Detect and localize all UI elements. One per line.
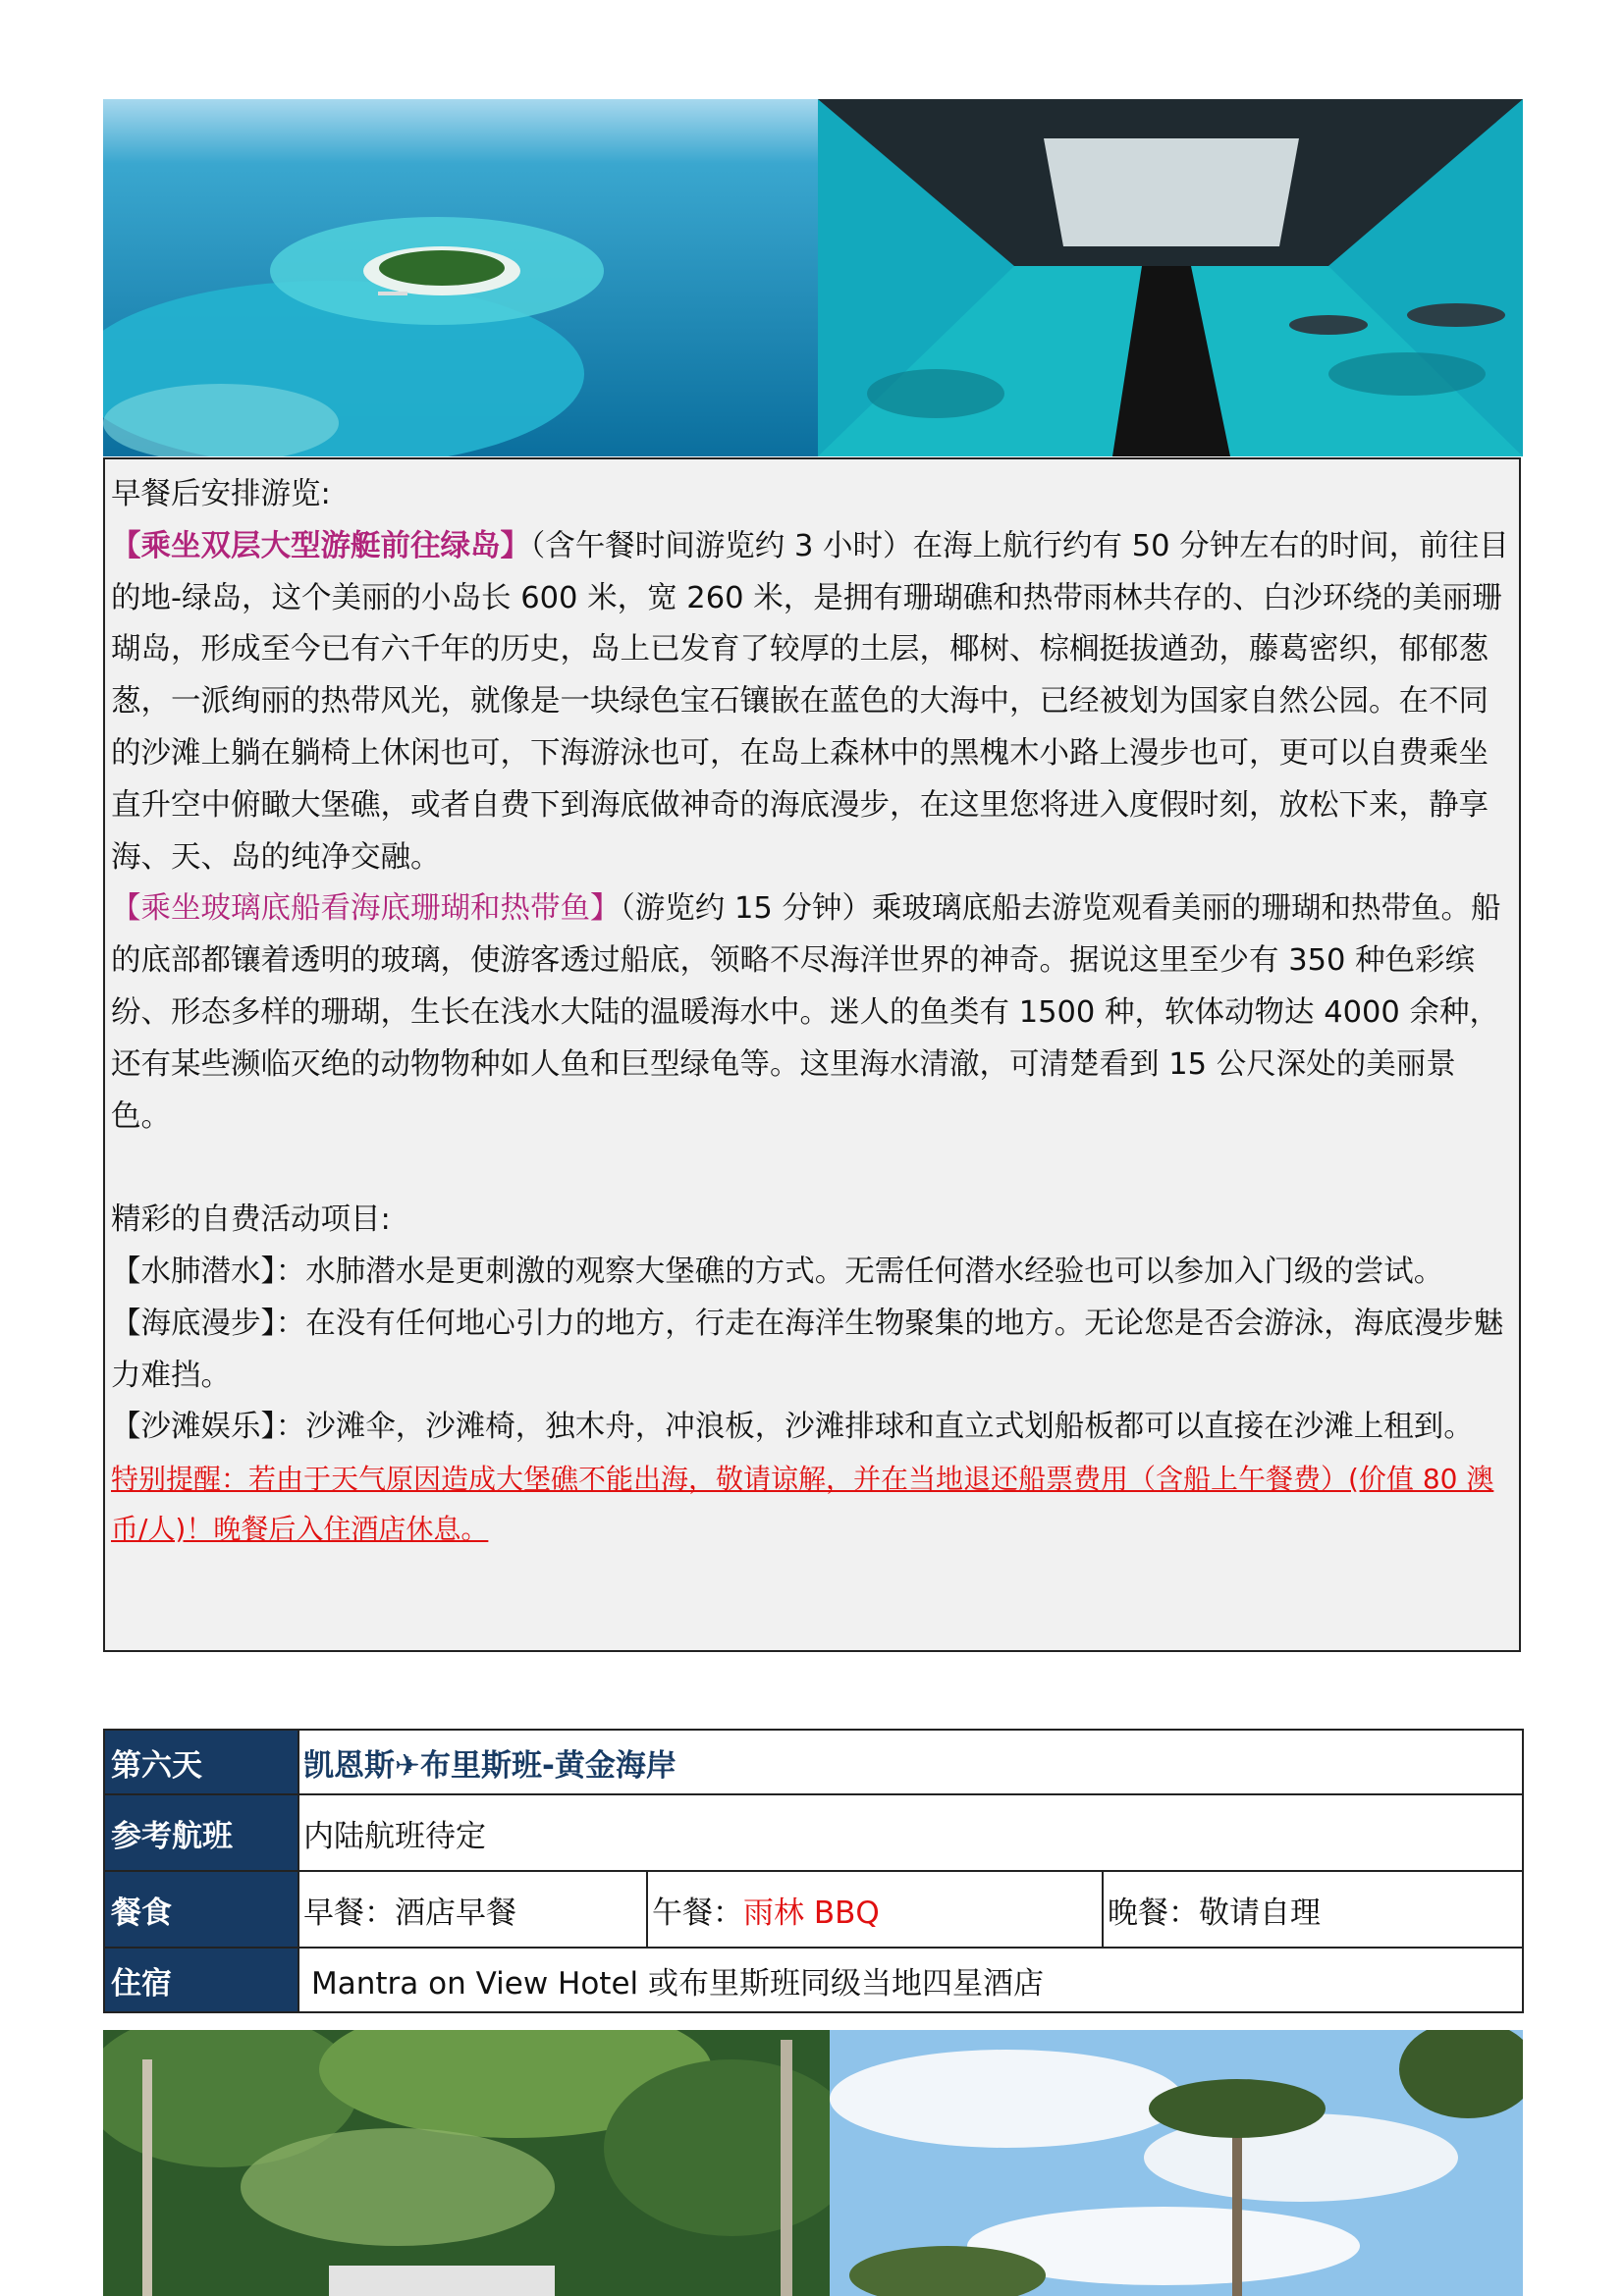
- glass-boat-text: （游览约 15 分钟）乘玻璃底船去游览观看美丽的珊瑚和热带鱼。船的底部都镶着透明的玻璃，使游客透过船底，领略不尽海洋世界的神奇。据说这里至少有 350 种色彩缤纷、形态多样的珊瑚，生长在浅水大陆的温暖海水中。迷人的鱼类有 1500 种，软体动物达 4000 余种，还有某些濒临灭绝的动物物种如人鱼和巨型绿龟等。这里海水清澈，可清楚看到 15 公尺深处的美丽景色。: [111, 891, 1501, 1134]
- palm-trees-sky-photo: [830, 2030, 1523, 2296]
- breakfast-cell: 早餐：酒店早餐: [298, 1871, 647, 1948]
- hotel-value: Mantra on View Hotel 或布里斯班同级当地四星酒店: [298, 1948, 1523, 2012]
- day-row: [104, 1730, 1523, 1794]
- meal-row: [104, 1871, 1523, 1948]
- glass-boat-title: 【乘坐玻璃底船看海底珊瑚和热带鱼】: [111, 891, 621, 927]
- rainforest-tour-photo: [103, 2030, 830, 2296]
- lunch-prefix: 午餐：: [652, 1895, 743, 1931]
- green-island-title: 【乘坐双层大型游艇前往绿岛】: [111, 528, 530, 563]
- hotel-row: [104, 1948, 1523, 2012]
- intro-text: 早餐后安排游览:: [111, 477, 331, 511]
- green-island-text: （含午餐时间游览约 3 小时）在海上航行约有 50 分钟左右的时间，前往目的地-绿岛，这个美丽的小岛长 600 米，宽 260 米，是拥有珊瑚礁和热带雨林共存的、白沙环绕的美丽珊瑚岛，形成至今已有六千年的历史，岛上已发育了较厚的土层，椰树、棕榈挺拔遒劲，藤葛密织，郁郁葱葱，一派绚丽的热带风光，就像是一块绿色宝石镶嵌在蓝色的大海中，已经被划为国家自然公园。在不同的沙滩上躺在躺椅上休闲也可，下海游泳也可，在岛上森林中的黑槐木小路上漫步也可，更可以自费乘坐直升空中俯瞰大堡礁，或者自费下到海底做神奇的海底漫步，在这里您将进入度假时刻，放松下来，静享海、天、岛的纯净交融。: [111, 528, 1509, 875]
- day-title: 凯恩斯✈布里斯班-黄金海岸: [298, 1730, 1523, 1794]
- day-six-table: [103, 1729, 1524, 2013]
- flight-label: 参考航班: [104, 1794, 298, 1871]
- green-island-paragraph: [111, 521, 1511, 884]
- flight-row: [104, 1794, 1523, 1871]
- optional-item-beach: 【沙滩娱乐】：沙滩伞，沙滩椅，独木舟，冲浪板，沙滩排球和直立式划船板都可以直接在沙滩上租到。: [111, 1410, 1474, 1445]
- flight-value: 内陆航班待定: [298, 1794, 1523, 1871]
- green-island-aerial-photo: [103, 99, 818, 456]
- optional-item-seawalk: 【海底漫步】：在没有任何地心引力的地方，行走在海洋生物聚集的地方。无论您是否会游泳，海底漫步魅力难挡。: [111, 1306, 1504, 1393]
- meal-label: 餐食: [104, 1871, 298, 1948]
- top-photo-row: [103, 99, 1523, 456]
- dinner-cell: 晚餐：敬请自理: [1103, 1871, 1523, 1948]
- tour-description-box: [103, 457, 1521, 1652]
- optional-item-scuba: 【水肺潜水】：水肺潜水是更刺激的观察大堡礁的方式。无需任何潜水经验也可以参加入门级的尝试。: [111, 1254, 1444, 1289]
- glass-bottom-boat-photo: [818, 99, 1523, 456]
- optional-heading: 精彩的自费活动项目:: [111, 1202, 391, 1238]
- glass-boat-paragraph: [111, 883, 1511, 1143]
- lunch-cell: [647, 1871, 1103, 1948]
- spacer: [111, 1143, 1511, 1195]
- bottom-photo-row: [103, 2030, 1523, 2296]
- weather-reminder: 特别提醒：若由于天气原因造成大堡礁不能出海，敬请谅解，并在当地退还船票费用（含船上午餐费）(价值 80 澳币/人)！晚餐后入住酒店休息。: [111, 1463, 1494, 1546]
- day-label: 第六天: [104, 1730, 298, 1794]
- lunch-value: 雨林 BBQ: [743, 1895, 880, 1931]
- hotel-label: 住宿: [104, 1948, 298, 2012]
